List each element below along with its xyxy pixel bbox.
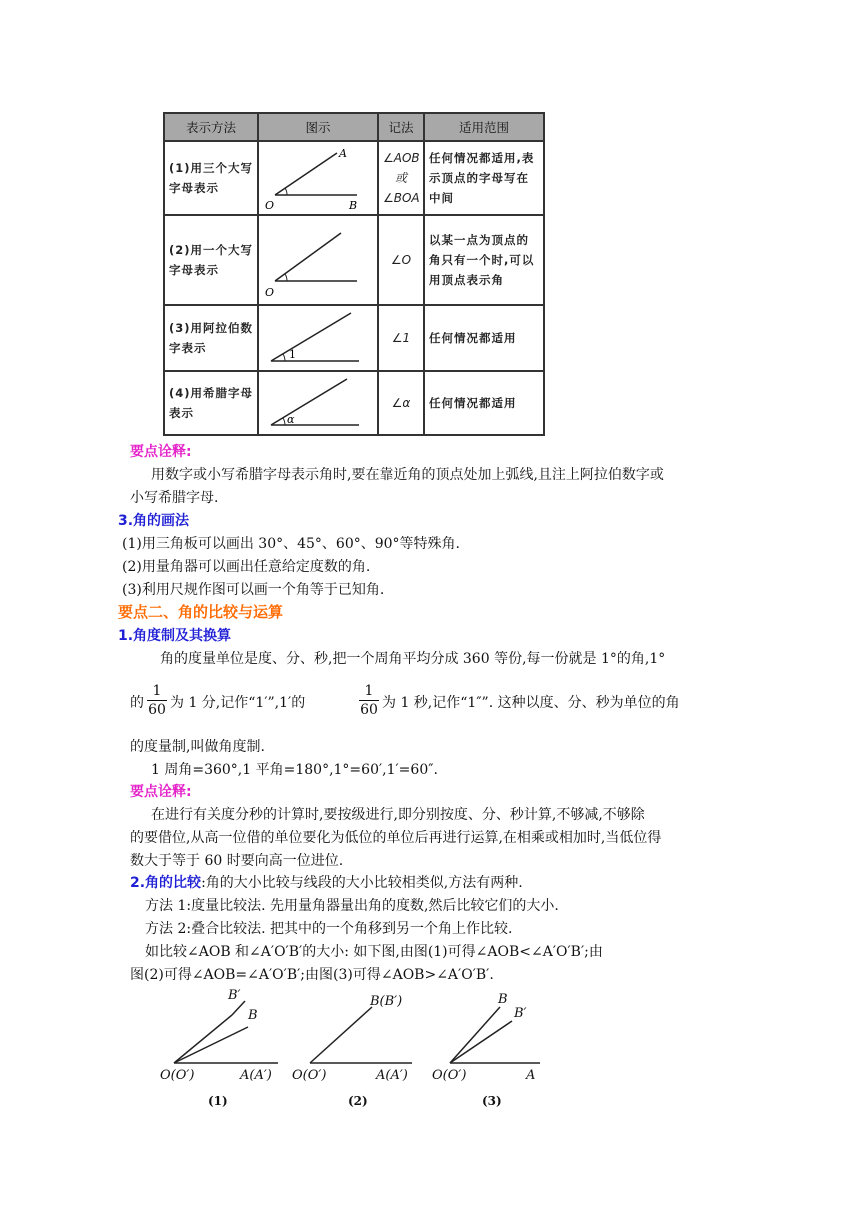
figure-cell xyxy=(258,215,378,305)
header-notation: 记法 xyxy=(378,113,424,141)
figure-1 xyxy=(174,1001,278,1063)
header-scope: 适用范围 xyxy=(424,113,544,141)
note-title: 要点诠释: xyxy=(130,784,192,800)
figure-label: O(O′) xyxy=(432,1068,467,1083)
figure-label: O(O′) xyxy=(292,1068,327,1083)
figure-caption: (1) xyxy=(208,1094,228,1108)
figure-label: A(A′) xyxy=(240,1068,272,1083)
label-o: O xyxy=(265,199,275,212)
header-method: 表示方法 xyxy=(164,113,258,141)
table-row xyxy=(164,371,544,435)
list-item: (1)用三角板可以画出 30°、45°、60°、90°等特殊角. xyxy=(122,536,460,552)
subheading: 1.角度制及其换算 xyxy=(118,628,232,644)
note-text: 在进行有关度分秒的计算时,要按级进行,即分别按度、分、秒计算,不够减,不够除 xyxy=(151,807,645,823)
note-text: 用数字或小写希腊字母表示角时,要在靠近角的顶点处加上弧线,且注上阿拉伯数字或 xyxy=(151,467,664,483)
figure-label: A xyxy=(526,1068,536,1083)
figure-2 xyxy=(310,1007,412,1063)
header-figure: 图示 xyxy=(258,113,378,141)
notation-cell: ∠1 xyxy=(378,305,424,371)
fraction-numerator: 1 xyxy=(152,683,162,699)
figure-cell xyxy=(258,141,378,215)
label-b: B xyxy=(349,199,358,212)
section-title: 2.角的比较 xyxy=(130,875,202,891)
fraction-denominator: 60 xyxy=(148,702,166,718)
table-row xyxy=(164,141,544,215)
figure-label: A(A′) xyxy=(376,1068,408,1083)
label-number: 1 xyxy=(289,348,296,361)
method-cell: (3)用阿拉伯数字表示 xyxy=(164,305,258,371)
notation-cell: ∠α xyxy=(378,371,424,435)
figure-label: O(O′) xyxy=(160,1068,195,1083)
table-header-row xyxy=(164,113,544,141)
label-o: O xyxy=(265,286,275,299)
note-title: 要点诠释: xyxy=(130,444,192,460)
heading: 要点二、角的比较与运算 xyxy=(118,603,284,621)
figure-label: B xyxy=(248,1008,258,1023)
angle-figure xyxy=(259,217,379,303)
fraction xyxy=(146,682,168,719)
scope-cell: 任何情况都适用 xyxy=(424,305,544,371)
figure-label: B′ xyxy=(228,988,241,1003)
paragraph: 的度量制,叫做角度制. xyxy=(130,739,265,755)
notation-cell: ∠O xyxy=(378,215,424,305)
notation-cell: ∠AOB 或 ∠BOA xyxy=(378,141,424,215)
method-line: 方法 2:叠合比较法. 把其中的一个角移到另一个角上作比较. xyxy=(145,921,513,937)
figure-label: B(B′) xyxy=(370,994,403,1009)
table-row xyxy=(164,305,544,371)
note-text: 的要借位,从高一位借的单位要化为低位的单位后再进行运算,在相乘或相加时,当低位得 xyxy=(130,830,662,846)
scope-cell: 任何情况都适用,表示顶点的字母写在中间 xyxy=(424,141,544,215)
formula-line: 1 周角=360°,1 平角=180°,1°=60′,1′=60″. xyxy=(151,762,438,778)
note-text: 数大于等于 60 时要向高一位进位. xyxy=(130,853,344,869)
figure-cell xyxy=(258,305,378,371)
angle-figure xyxy=(259,143,379,213)
label-alpha: α xyxy=(287,413,295,426)
fraction-numerator: 1 xyxy=(364,683,374,699)
figure-label: B xyxy=(498,992,508,1007)
method-cell: (1)用三个大写字母表示 xyxy=(164,141,258,215)
list-item: (3)利用尺规作图可以画一个角等于已知角. xyxy=(122,582,385,598)
paragraph: 角的度量单位是度、分、秒,把一个周角平均分成 360 等份,每一份就是 1°的角,1° xyxy=(160,651,666,667)
fraction-denominator: 60 xyxy=(360,702,378,718)
fraction xyxy=(358,682,380,719)
example-line: 如比较∠AOB 和∠A′O′B′的大小: 如下图,由图(1)可得∠AOB<∠A′O′B′;由 xyxy=(145,944,603,960)
figure-label: B′ xyxy=(514,1006,527,1021)
example-line: 图(2)可得∠AOB=∠A′O′B′;由图(3)可得∠AOB>∠A′O′B′. xyxy=(130,967,494,983)
list-item: (2)用量角器可以画出任意给定度数的角. xyxy=(122,559,371,575)
note-text: 小写希腊字母. xyxy=(130,490,219,506)
method-cell: (4)用希腊字母表示 xyxy=(164,371,258,435)
figure-cell xyxy=(258,371,378,435)
label-a: A xyxy=(339,147,347,160)
scope-cell: 以某一点为顶点的角只有一个时,可以用顶点表示角 xyxy=(424,215,544,305)
paragraph-fragment: 为 1 秒,记作“1″”. 这种以度、分、秒为单位的角 xyxy=(382,695,680,711)
section-title-tail: :角的大小比较与线段的大小比较相类似,方法有两种. xyxy=(201,875,523,891)
table-row xyxy=(164,215,544,305)
paragraph-fragment: 的 xyxy=(130,695,144,711)
scope-cell: 任何情况都适用 xyxy=(424,371,544,435)
section-title: 3.角的画法 xyxy=(118,513,190,529)
figure-caption: (3) xyxy=(482,1094,502,1108)
method-cell: (2)用一个大写字母表示 xyxy=(164,215,258,305)
figure-caption: (2) xyxy=(348,1094,368,1108)
compare-heading-line xyxy=(130,873,523,893)
angle-figure xyxy=(259,307,379,369)
method-line: 方法 1:度量比较法. 先用量角器量出角的度数,然后比较它们的大小. xyxy=(145,898,559,914)
angle-figure xyxy=(259,373,379,433)
angle-representation-table xyxy=(163,112,545,436)
paragraph-fragment: 为 1 分,记作“1′”,1′的 xyxy=(170,695,306,711)
